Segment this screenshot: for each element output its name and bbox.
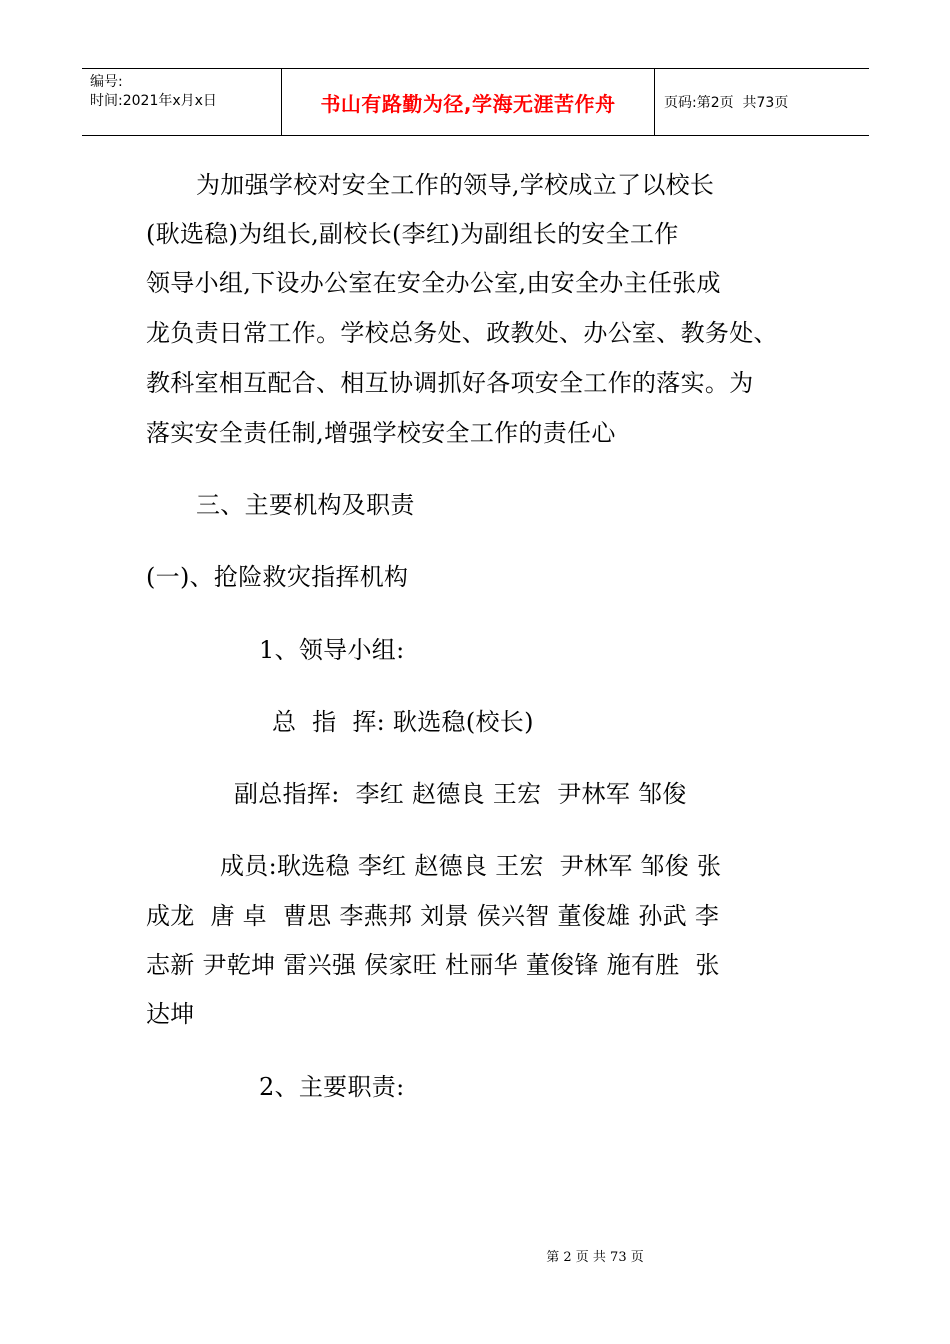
item-heading: 1、领导小组: (259, 636, 405, 664)
deputy-commanders-line: 副总指挥: 李红 赵德良 王宏 尹林军 邹俊 (234, 780, 687, 808)
members-line: 达坤 (146, 1000, 195, 1028)
doc-number-label: 编号: (90, 74, 123, 90)
members-line: 成员:耿选稳 李红 赵德良 王宏 尹林军 邹俊 张 (220, 852, 722, 880)
members-line: 成龙 唐 卓 曹思 李燕邦 刘景 侯兴智 董俊雄 孙武 李 (146, 902, 720, 930)
commander-line: 总 指 挥: 耿选稳(校长) (272, 708, 534, 736)
header-page-cell (655, 69, 869, 135)
page-info: 页码:第2页 共73页 (664, 95, 789, 111)
paragraph-line: 龙负责日常工作。学校总务处、政教处、办公室、教务处、 (146, 319, 778, 347)
paragraph-line: 教科室相互配合、相互协调抓好各项安全工作的落实。为 (146, 369, 754, 397)
section-heading: 三、主要机构及职责 (196, 491, 415, 519)
paragraph-line: (耿选稳)为组长,副校长(李红)为副组长的安全工作 (146, 220, 679, 248)
page-header (82, 68, 869, 136)
header-motto-cell (282, 69, 655, 135)
item-heading: 2、主要职责: (259, 1073, 405, 1101)
subsection-heading: (一)、抢险救灾指挥机构 (146, 563, 409, 591)
page-footer: 第 2 页 共 73 页 (546, 1250, 644, 1265)
motto-text: 书山有路勤为径,学海无涯苦作舟 (320, 91, 616, 116)
members-line: 志新 尹乾坤 雷兴强 侯家旺 杜丽华 董俊锋 施有胜 张 (146, 951, 720, 979)
header-meta-cell (82, 69, 282, 135)
paragraph-line: 落实安全责任制,增强学校安全工作的责任心 (146, 419, 616, 447)
paragraph-line: 为加强学校对安全工作的领导,学校成立了以校长 (196, 171, 715, 199)
paragraph-line: 领导小组,下设办公室在安全办公室,由安全办主任张成 (146, 269, 721, 297)
time-label: 时间:2021年x月x日 (90, 93, 217, 109)
